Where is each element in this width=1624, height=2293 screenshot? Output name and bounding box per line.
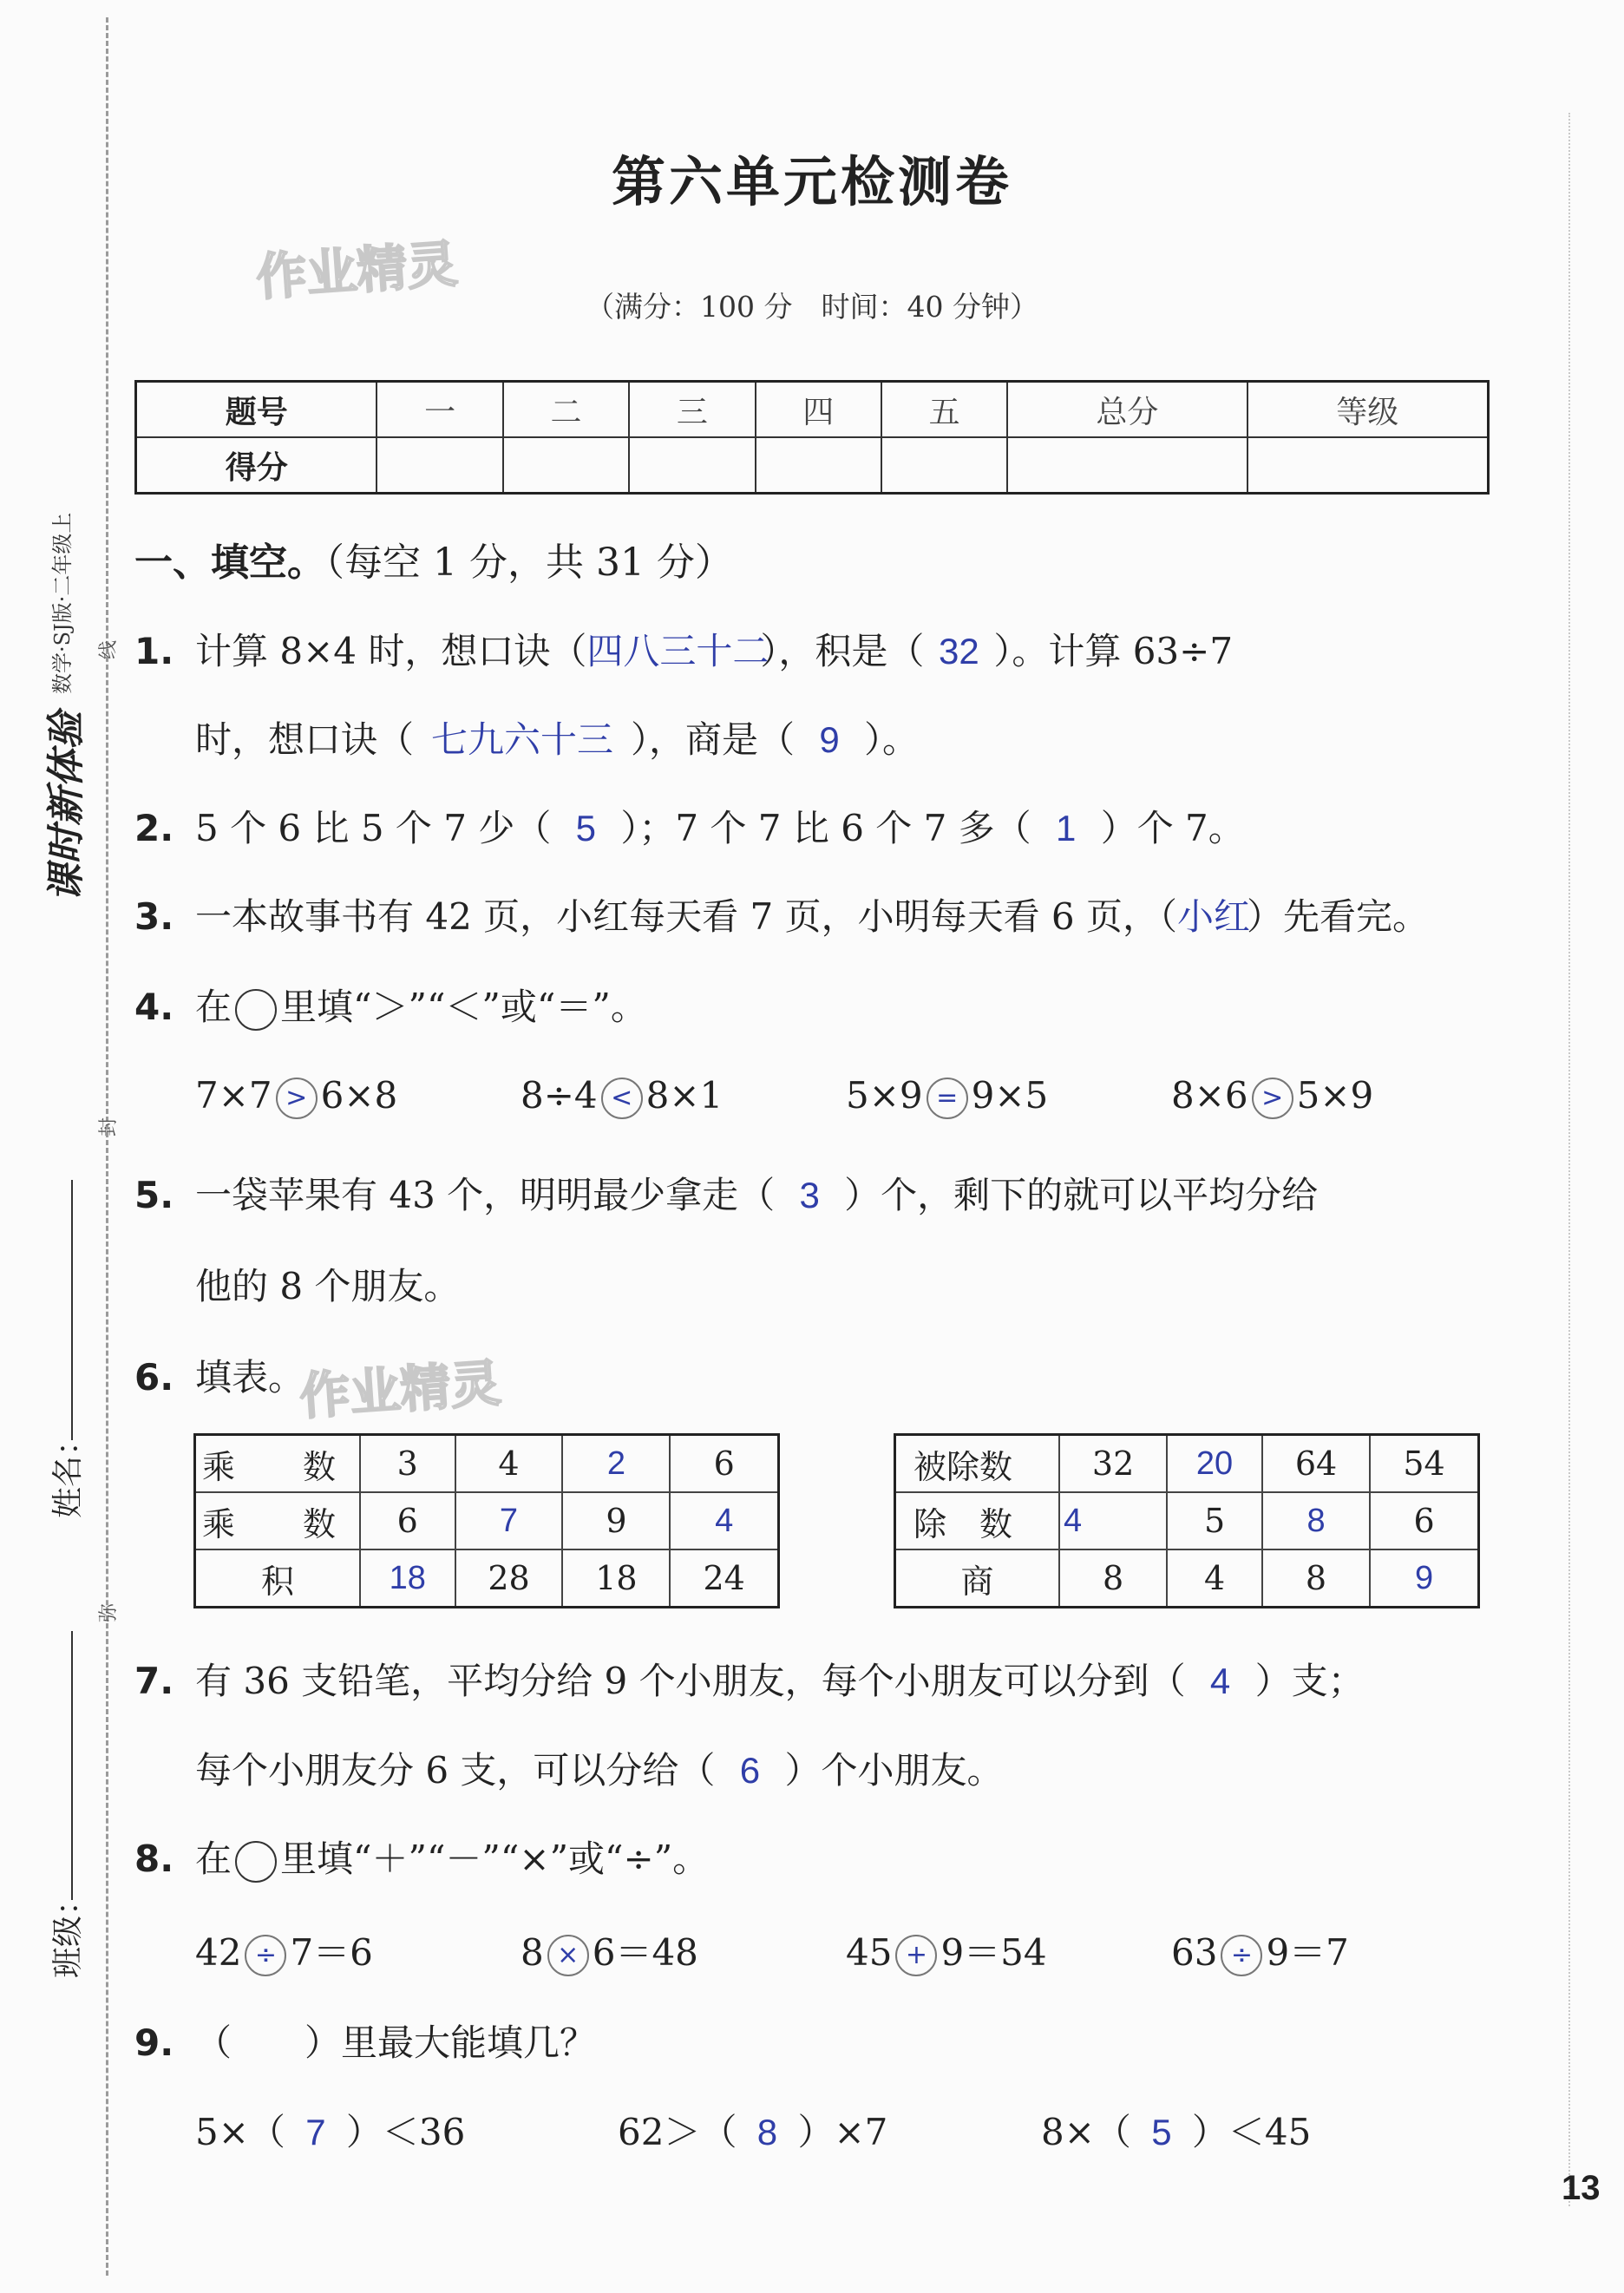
question-number: 1. bbox=[134, 630, 174, 672]
expr-right: 9＝7 bbox=[1266, 1931, 1349, 1974]
score-table bbox=[134, 380, 1490, 495]
table-cell: 5 bbox=[1167, 1492, 1262, 1549]
question-number: 8. bbox=[134, 1838, 174, 1880]
expr-right: 5×9 bbox=[1296, 1074, 1374, 1117]
table-row bbox=[195, 1549, 779, 1608]
answer-cell[interactable]: 2 bbox=[562, 1435, 670, 1493]
answer-cell[interactable]: 9 bbox=[1370, 1549, 1478, 1608]
table-cell: 18 bbox=[562, 1549, 670, 1608]
section-desc: （每空 1 分，共 31 分） bbox=[325, 540, 733, 585]
expr-left: 8 bbox=[521, 1931, 544, 1974]
page-number: 13 bbox=[1562, 2169, 1601, 2207]
score-header-row bbox=[136, 382, 1489, 438]
answer-cell[interactable]: 7 bbox=[455, 1492, 563, 1549]
circle-icon bbox=[235, 989, 277, 1031]
score-cell: 五 bbox=[881, 382, 1007, 438]
circle-icon bbox=[235, 1841, 277, 1883]
question-text: （ ）里最大能填几？ bbox=[195, 2021, 597, 2064]
answer-blank[interactable]: 5 bbox=[575, 808, 597, 848]
question-text: ）先看完。 bbox=[1247, 895, 1430, 938]
score-input[interactable] bbox=[629, 437, 755, 494]
score-input[interactable] bbox=[756, 437, 881, 494]
expr-left: 7×7 bbox=[195, 1074, 272, 1117]
row-header: 乘 数 bbox=[195, 1435, 361, 1493]
score-cell: 二 bbox=[503, 382, 629, 438]
row-header: 被除数 bbox=[895, 1435, 1060, 1493]
answer-circle[interactable]: ÷ bbox=[245, 1935, 286, 1976]
score-input[interactable] bbox=[1007, 437, 1247, 494]
answer-blank[interactable]: 七九六十三 bbox=[431, 719, 614, 760]
expr-left: 5×9 bbox=[846, 1074, 923, 1117]
section-heading bbox=[134, 531, 733, 586]
compare-item bbox=[1171, 1074, 1373, 1119]
answer-circle[interactable]: < bbox=[601, 1078, 643, 1119]
question-number: 6. bbox=[134, 1356, 174, 1399]
score-cell: 三 bbox=[629, 382, 755, 438]
compare-item bbox=[195, 1074, 397, 1119]
series-text: 数学·SJ版·二年级上 bbox=[50, 512, 75, 694]
class-label: 班级： bbox=[50, 1884, 86, 1978]
answer-circle[interactable]: > bbox=[276, 1078, 318, 1119]
question-9 bbox=[134, 2015, 596, 2067]
question-number: 9. bbox=[134, 2021, 174, 2064]
expr-right: ）＜45 bbox=[1191, 2111, 1312, 2153]
question-4 bbox=[134, 979, 647, 1031]
answer-circle[interactable]: > bbox=[1252, 1078, 1293, 1119]
question-text: 在 bbox=[195, 986, 232, 1028]
operator-item bbox=[521, 1924, 698, 1976]
answer-blank[interactable]: 小红 bbox=[1177, 896, 1251, 937]
expr-right: 6×8 bbox=[320, 1074, 398, 1117]
score-input[interactable] bbox=[377, 437, 502, 494]
table-cell: 4 bbox=[455, 1435, 563, 1493]
question-text: 一本故事书有 42 页，小红每天看 7 页，小明每天看 6 页，（ bbox=[195, 895, 1177, 938]
question-text: 计算 8×4 时，想口诀（ bbox=[195, 630, 587, 672]
line-mark: 线 bbox=[98, 639, 120, 659]
answer-circle[interactable]: ÷ bbox=[1221, 1935, 1262, 1976]
answer-blank[interactable]: 四八三十二 bbox=[586, 631, 769, 672]
class-underline[interactable] bbox=[71, 1631, 73, 1900]
expr-right: 9＝54 bbox=[940, 1931, 1047, 1974]
question-text: ）个 7。 bbox=[1100, 807, 1245, 849]
answer-blank[interactable]: 3 bbox=[799, 1175, 820, 1215]
table-cell: 3 bbox=[360, 1435, 455, 1493]
table-cell: 32 bbox=[1059, 1435, 1167, 1493]
table-row bbox=[195, 1435, 779, 1493]
expr-left: 8÷4 bbox=[521, 1074, 598, 1117]
table-cell: 6 bbox=[670, 1435, 778, 1493]
multiplication-table bbox=[193, 1433, 780, 1608]
score-input[interactable] bbox=[881, 437, 1007, 494]
row-header: 积 bbox=[195, 1549, 361, 1608]
question-text: 每个小朋友分 6 支，可以分给（ bbox=[195, 1749, 716, 1792]
name-underline[interactable] bbox=[71, 1180, 73, 1440]
question-text: ）。计算 63÷7 bbox=[993, 630, 1234, 672]
score-input[interactable] bbox=[503, 437, 629, 494]
question-1-cont bbox=[195, 711, 919, 763]
answer-blank[interactable]: 4 bbox=[1209, 1661, 1231, 1701]
question-2 bbox=[134, 800, 1245, 852]
watermark-top: 作业精灵 bbox=[254, 233, 460, 307]
question-text: 有 36 支铅笔，平均分给 9 个小朋友，每个小朋友可以分到（ bbox=[195, 1660, 1186, 1702]
compare-item bbox=[521, 1074, 723, 1119]
answer-blank[interactable]: 32 bbox=[939, 631, 979, 672]
table-cell: 24 bbox=[670, 1549, 778, 1608]
question-5-cont: 他的 8 个朋友。 bbox=[195, 1265, 461, 1307]
question-7-cont bbox=[195, 1742, 1003, 1794]
question-8 bbox=[134, 1831, 709, 1883]
question-text: ）支； bbox=[1254, 1660, 1365, 1702]
fill-item bbox=[1041, 2104, 1311, 2156]
fill-item bbox=[195, 2104, 465, 2156]
score-cell: 得分 bbox=[136, 437, 377, 494]
expr-right: 7＝6 bbox=[290, 1931, 373, 1974]
score-cell: 四 bbox=[756, 382, 881, 438]
division-table bbox=[894, 1433, 1480, 1608]
table-cell: 4 bbox=[1167, 1549, 1262, 1608]
expr-right: 8×1 bbox=[645, 1074, 724, 1117]
question-1 bbox=[134, 623, 1233, 675]
answer-blank[interactable]: 7 bbox=[305, 2112, 326, 2152]
page-subtitle: （满分：100 分 时间：40 分钟） bbox=[586, 290, 1038, 324]
question-text: ），积是（ bbox=[760, 630, 925, 672]
table-cell: 6 bbox=[1370, 1492, 1478, 1549]
question-5 bbox=[134, 1167, 1318, 1219]
question-text: 一袋苹果有 43 个，明明最少拿走（ bbox=[195, 1174, 776, 1216]
question-number: 3. bbox=[134, 895, 174, 938]
question-number: 2. bbox=[134, 807, 174, 849]
question-3 bbox=[134, 888, 1429, 940]
question-number: 4. bbox=[134, 986, 174, 1028]
question-number: 7. bbox=[134, 1660, 174, 1702]
binding-dashed-line bbox=[106, 17, 108, 2276]
question-text: 时，想口诀（ bbox=[195, 718, 415, 761]
question-6 bbox=[134, 1349, 304, 1401]
name-label: 姓名： bbox=[50, 1424, 86, 1518]
expr-left: 8×（ bbox=[1041, 2111, 1131, 2153]
answer-cell[interactable]: 18 bbox=[360, 1549, 455, 1608]
answer-blank[interactable]: 8 bbox=[756, 2112, 778, 2152]
question-text: ）个，剩下的就可以平均分给 bbox=[844, 1174, 1319, 1216]
page-title: 第六单元检测卷 bbox=[611, 150, 1012, 213]
question-text: ）；7 个 7 比 6 个 7 多（ bbox=[620, 807, 1031, 849]
expr-left: 8×6 bbox=[1171, 1074, 1248, 1117]
table-cell: 28 bbox=[455, 1549, 563, 1608]
table-row bbox=[895, 1549, 1479, 1608]
question-text: 里填“＞”“＜”或“＝”。 bbox=[280, 986, 647, 1028]
table-cell: 9 bbox=[562, 1492, 670, 1549]
expr-left: 45 bbox=[846, 1931, 893, 1974]
answer-cell[interactable]: 4 bbox=[670, 1492, 778, 1549]
table-cell: 8 bbox=[1262, 1549, 1370, 1608]
row-header: 乘 数 bbox=[195, 1492, 361, 1549]
table-row bbox=[895, 1492, 1479, 1549]
table-cell: 64 bbox=[1262, 1435, 1370, 1493]
answer-cell[interactable]: 8 bbox=[1262, 1492, 1370, 1549]
question-text: ）。 bbox=[864, 718, 920, 761]
answer-blank[interactable]: 9 bbox=[819, 719, 840, 760]
table-cell: 54 bbox=[1370, 1435, 1478, 1493]
table-row bbox=[895, 1435, 1479, 1493]
answer-blank[interactable]: 5 bbox=[1151, 2112, 1172, 2152]
score-value-row bbox=[136, 437, 1489, 494]
right-dotted-line bbox=[1568, 113, 1570, 2206]
question-text: 里填“＋”“－”“×”或“÷”。 bbox=[280, 1838, 710, 1880]
answer-cell[interactable]: 20 bbox=[1167, 1435, 1262, 1493]
question-text: ），商是（ bbox=[631, 718, 796, 761]
question-text: 5 个 6 比 5 个 7 少（ bbox=[195, 807, 552, 849]
expr-left: 5×（ bbox=[195, 2111, 285, 2153]
answer-blank[interactable]: 6 bbox=[739, 1750, 761, 1791]
table-row bbox=[195, 1492, 779, 1549]
table-cell: 8 bbox=[1059, 1549, 1167, 1608]
score-cell: 一 bbox=[377, 382, 502, 438]
answer-circle[interactable]: + bbox=[895, 1935, 937, 1976]
row-header: 商 bbox=[895, 1549, 1060, 1608]
row-header: 除 数 bbox=[895, 1492, 1060, 1549]
expr-left: 62＞（ bbox=[618, 2111, 737, 2153]
answer-circle[interactable]: × bbox=[547, 1935, 589, 1976]
answer-circle[interactable]: = bbox=[927, 1078, 968, 1119]
expr-left: 63 bbox=[1171, 1931, 1218, 1974]
question-number: 5. bbox=[134, 1174, 174, 1216]
expr-right: ）＜36 bbox=[345, 2111, 466, 2153]
section-number: 一、填空。 bbox=[134, 540, 325, 585]
score-cell: 等级 bbox=[1247, 382, 1489, 438]
watermark-mid: 作业精灵 bbox=[298, 1353, 503, 1426]
score-cell: 总分 bbox=[1007, 382, 1247, 438]
fill-item bbox=[618, 2104, 887, 2156]
answer-blank[interactable]: 1 bbox=[1056, 808, 1077, 848]
expr-right: 9×5 bbox=[971, 1074, 1049, 1117]
seal-mark: 封 bbox=[98, 1117, 120, 1137]
question-text: 在 bbox=[195, 1838, 232, 1880]
expr-right: ）×7 bbox=[797, 2111, 888, 2153]
table-cell: 6 bbox=[360, 1492, 455, 1549]
question-7 bbox=[134, 1653, 1365, 1705]
expr-left: 42 bbox=[195, 1931, 242, 1974]
score-cell: 题号 bbox=[136, 382, 377, 438]
brand-text: 课时新体验 bbox=[44, 711, 88, 902]
operator-item bbox=[195, 1924, 373, 1976]
answer-cell[interactable]: 4 bbox=[1059, 1492, 1167, 1549]
question-text: 填表。 bbox=[195, 1356, 305, 1399]
mi-mark: 弥 bbox=[98, 1602, 120, 1622]
operator-item bbox=[1171, 1924, 1349, 1976]
compare-item bbox=[846, 1074, 1048, 1119]
question-text: ）个小朋友。 bbox=[784, 1749, 1004, 1792]
expr-right: 6＝48 bbox=[592, 1931, 698, 1974]
operator-item bbox=[846, 1924, 1047, 1976]
score-input[interactable] bbox=[1247, 437, 1489, 494]
